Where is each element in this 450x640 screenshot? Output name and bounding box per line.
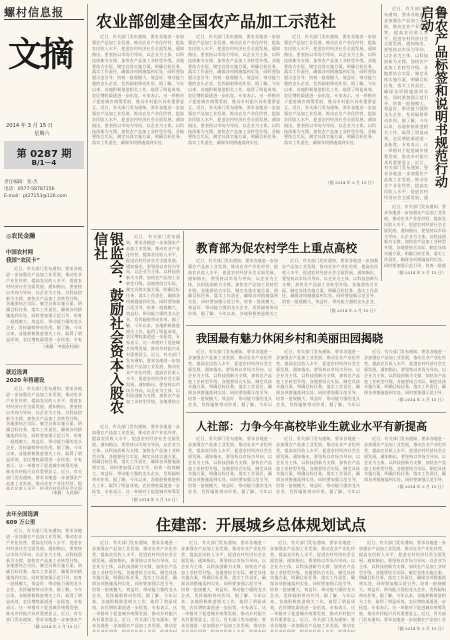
sidebar-story-3-title: 去年全国选调 <box>6 512 39 518</box>
article-6-col-1 <box>92 540 177 632</box>
paper-name-rule <box>4 19 84 20</box>
article-1-col-3 <box>284 34 376 178</box>
article-2-title <box>92 232 124 422</box>
sidebar-story-2-sub: 2020 年将建设 <box>6 378 45 384</box>
masthead <box>4 4 84 218</box>
article-6-top-rule <box>91 506 446 507</box>
sidebar-story-3-sub: 609 万公里 <box>6 520 36 526</box>
article-7-title-text: 鲁农产品标签和说明书规范行动启动 <box>418 6 447 188</box>
article-1-rule <box>91 229 379 230</box>
article-4-title: 我国最有魅力休闲乡村和美丽田园揭晓 <box>196 332 383 345</box>
article-6-col-4 <box>359 540 446 624</box>
sidebar-story-3-source: （据 2014 年 3 月 15 日） <box>31 624 82 629</box>
article-1-col-2 <box>188 34 280 224</box>
issue-number: 第 0287 期 <box>16 149 72 160</box>
sidebar-story-3 <box>6 510 82 635</box>
article-2-source: （据 2014 年 3 月 15 日） <box>129 497 180 502</box>
article-2-kicker: 银监会： <box>108 232 124 288</box>
article-2-col-1 <box>126 234 180 404</box>
issue-number-box <box>4 141 84 169</box>
article-2-title-text: 鼓励社会资本入股农信社 <box>92 232 124 414</box>
article-2-col-2 <box>92 424 180 496</box>
article-1-source: （据 2014 年 3 月 15 日） <box>325 180 376 185</box>
issue-pages: B/1－4 <box>31 159 57 167</box>
sidebar-rule-1 <box>6 364 82 365</box>
phone: 电话：0577-58787156 <box>4 187 55 192</box>
email: E-mail：pt27153@126.com <box>4 194 67 199</box>
article-7-source: （据 2014 年 3 月 15 日） <box>395 270 446 275</box>
article-1-col-1 <box>92 34 184 224</box>
article-7-body-1 <box>384 6 428 202</box>
editor: 责任编辑：张·杰 <box>4 180 38 185</box>
article-3-source: （据 2014 年 3 月 15 日） <box>327 308 378 313</box>
article-3-title: 教育部为促农村学生上重点高校 <box>196 241 357 255</box>
sidebar-story-1-title: 中国农村网 <box>6 250 33 256</box>
article-6-col-2 <box>181 540 266 632</box>
sidebar-story-3-body <box>6 528 82 624</box>
sidebar-header: ◎农民金融 <box>6 233 36 240</box>
article-2-divider <box>183 231 184 503</box>
sidebar-divider <box>87 4 88 636</box>
article-7-title <box>418 6 447 196</box>
article-4-col-3 <box>364 349 446 395</box>
article-4-source: （据 2014 年 3 月 15 日） <box>395 397 446 402</box>
article-3-rule <box>186 325 446 326</box>
sidebar-story-1-source: （来源：中国农村网） <box>41 344 82 349</box>
sidebar-rule-2 <box>6 505 82 506</box>
article-3-col-2 <box>282 258 378 306</box>
sidebar-story-2-title: 就近选调 <box>6 370 28 376</box>
right-column-divider <box>381 4 382 281</box>
article-6-source: （据 2014 年 3 月 15 日） <box>395 626 446 631</box>
sidebar-story-1-body <box>6 266 82 344</box>
column-title: 文摘 <box>8 35 72 75</box>
article-6-col-3 <box>270 540 355 632</box>
article-4-col-2 <box>276 349 360 407</box>
sidebar-story-2-body <box>6 386 82 490</box>
article-4-col-1 <box>188 349 272 407</box>
sidebar-story-2-source: （来源：人民网） <box>49 490 82 495</box>
sidebar-story-1 <box>6 248 82 358</box>
article-1-title: 农业部创建全国农产品加工示范社 <box>96 12 337 31</box>
issue-weekday: 星期六 <box>34 131 50 137</box>
article-4-rule <box>186 412 446 413</box>
article-3-col-1 <box>188 258 278 318</box>
sidebar-story-1-sub: 我国“农民卡” <box>6 258 41 264</box>
article-6-title: 住建部：开展城乡总体规划试点 <box>156 516 367 534</box>
article-5-col-3 <box>364 436 446 482</box>
article-5-col-2 <box>276 436 360 494</box>
article-5-title: 人社部：力争今年高校毕业生就业水平有新提高 <box>196 420 427 433</box>
article-7-body-2 <box>384 204 446 268</box>
sidebar-story-2 <box>6 368 82 500</box>
article-5-source: （据 2014 年 3 月 15 日） <box>395 484 446 489</box>
article-5-col-1 <box>188 436 272 494</box>
sidebar-top-rule <box>4 226 84 227</box>
paper-name: 螺村信息报 <box>4 6 64 19</box>
issue-date: 2014 年 3 月 15 日 <box>6 123 53 129</box>
article-6-under-rule <box>91 536 446 537</box>
